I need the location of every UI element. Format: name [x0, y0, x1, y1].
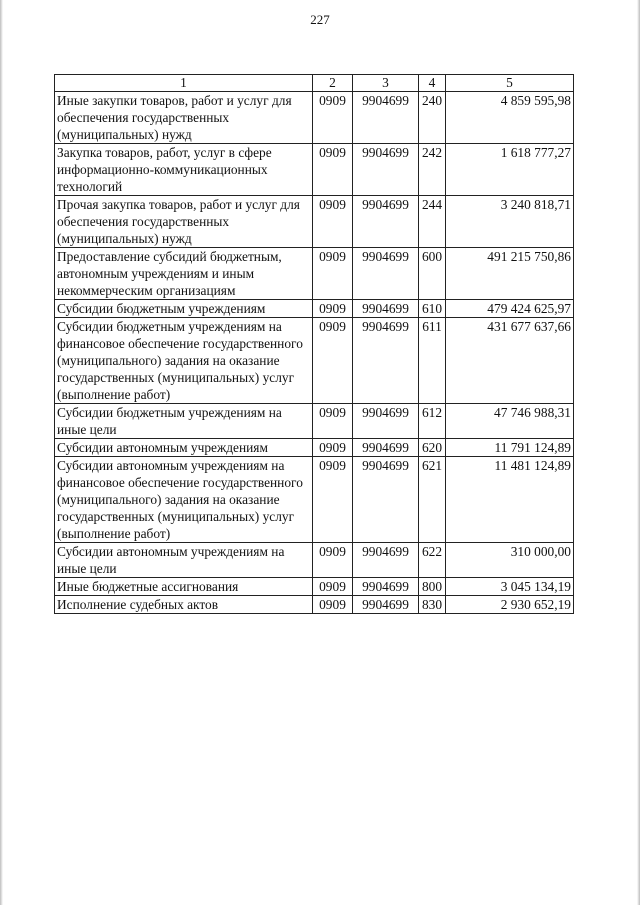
row-amount-cell: 11 481 124,89 [446, 457, 574, 543]
column-header-1: 1 [55, 75, 313, 92]
row-name-cell: Субсидии бюджетным учреждениям [55, 300, 313, 318]
row-expense-type-cell: 242 [419, 144, 446, 196]
row-expense-type-cell: 620 [419, 439, 446, 457]
row-section-code-cell: 0909 [313, 300, 353, 318]
column-header-3: 3 [353, 75, 419, 92]
row-section-code-cell: 0909 [313, 318, 353, 404]
row-target-code-cell: 9904699 [353, 318, 419, 404]
row-name-cell: Иные бюджетные ассигнования [55, 578, 313, 596]
row-amount-cell: 11 791 124,89 [446, 439, 574, 457]
table-row [55, 578, 574, 596]
row-expense-type-cell: 621 [419, 457, 446, 543]
row-target-code-cell: 9904699 [353, 196, 419, 248]
budget-table [54, 74, 574, 614]
row-amount-cell: 491 215 750,86 [446, 248, 574, 300]
row-section-code-cell: 0909 [313, 92, 353, 144]
table-row [55, 318, 574, 404]
scan-edge-left [0, 0, 3, 905]
row-expense-type-cell: 600 [419, 248, 446, 300]
row-expense-type-cell: 610 [419, 300, 446, 318]
row-target-code-cell: 9904699 [353, 596, 419, 614]
row-section-code-cell: 0909 [313, 596, 353, 614]
row-section-code-cell: 0909 [313, 248, 353, 300]
row-expense-type-cell: 622 [419, 543, 446, 578]
row-section-code-cell: 0909 [313, 457, 353, 543]
table-row [55, 196, 574, 248]
row-name-cell: Предоставление субсидий бюджетным, автономным учреждениям и иным некоммерческим организациям [55, 248, 313, 300]
row-target-code-cell: 9904699 [353, 578, 419, 596]
table-row [55, 596, 574, 614]
row-amount-cell: 3 240 818,71 [446, 196, 574, 248]
row-expense-type-cell: 800 [419, 578, 446, 596]
table-row [55, 92, 574, 144]
row-expense-type-cell: 612 [419, 404, 446, 439]
row-target-code-cell: 9904699 [353, 300, 419, 318]
row-name-cell: Субсидии автономным учреждениям [55, 439, 313, 457]
row-target-code-cell: 9904699 [353, 439, 419, 457]
row-target-code-cell: 9904699 [353, 543, 419, 578]
row-name-cell: Субсидии автономным учреждениям на финансовое обеспечение государственного (муниципального) задания на оказание государственных (муниципальных) услуг (выполнение работ) [55, 457, 313, 543]
row-name-cell: Исполнение судебных актов [55, 596, 313, 614]
table-row [55, 457, 574, 543]
row-expense-type-cell: 244 [419, 196, 446, 248]
table-row [55, 404, 574, 439]
row-amount-cell: 1 618 777,27 [446, 144, 574, 196]
table-body [55, 92, 574, 614]
row-target-code-cell: 9904699 [353, 248, 419, 300]
row-target-code-cell: 9904699 [353, 92, 419, 144]
row-name-cell: Субсидии автономным учреждениям на иные цели [55, 543, 313, 578]
row-expense-type-cell: 240 [419, 92, 446, 144]
table-row [55, 439, 574, 457]
row-section-code-cell: 0909 [313, 439, 353, 457]
row-section-code-cell: 0909 [313, 404, 353, 439]
row-target-code-cell: 9904699 [353, 404, 419, 439]
table-row [55, 248, 574, 300]
row-name-cell: Закупка товаров, работ, услуг в сфере информационно-коммуникационных технологий [55, 144, 313, 196]
row-amount-cell: 3 045 134,19 [446, 578, 574, 596]
table-header-row [55, 75, 574, 92]
row-amount-cell: 310 000,00 [446, 543, 574, 578]
row-section-code-cell: 0909 [313, 144, 353, 196]
row-amount-cell: 2 930 652,19 [446, 596, 574, 614]
column-header-2: 2 [313, 75, 353, 92]
column-header-4: 4 [419, 75, 446, 92]
row-amount-cell: 431 677 637,66 [446, 318, 574, 404]
column-header-5: 5 [446, 75, 574, 92]
table-row [55, 144, 574, 196]
row-amount-cell: 4 859 595,98 [446, 92, 574, 144]
row-name-cell: Иные закупки товаров, работ и услуг для обеспечения государственных (муниципальных) нужд [55, 92, 313, 144]
row-target-code-cell: 9904699 [353, 457, 419, 543]
row-target-code-cell: 9904699 [353, 144, 419, 196]
row-amount-cell: 47 746 988,31 [446, 404, 574, 439]
row-section-code-cell: 0909 [313, 578, 353, 596]
row-amount-cell: 479 424 625,97 [446, 300, 574, 318]
row-expense-type-cell: 830 [419, 596, 446, 614]
row-name-cell: Субсидии бюджетным учреждениям на финансовое обеспечение государственного (муниципального) задания на оказание государственных (муниципальных) услуг (выполнение работ) [55, 318, 313, 404]
row-section-code-cell: 0909 [313, 196, 353, 248]
table-row [55, 300, 574, 318]
row-expense-type-cell: 611 [419, 318, 446, 404]
row-name-cell: Прочая закупка товаров, работ и услуг для обеспечения государственных (муниципальных) нужд [55, 196, 313, 248]
row-name-cell: Субсидии бюджетным учреждениям на иные цели [55, 404, 313, 439]
row-section-code-cell: 0909 [313, 543, 353, 578]
table-row [55, 543, 574, 578]
page-number: 227 [310, 12, 330, 27]
